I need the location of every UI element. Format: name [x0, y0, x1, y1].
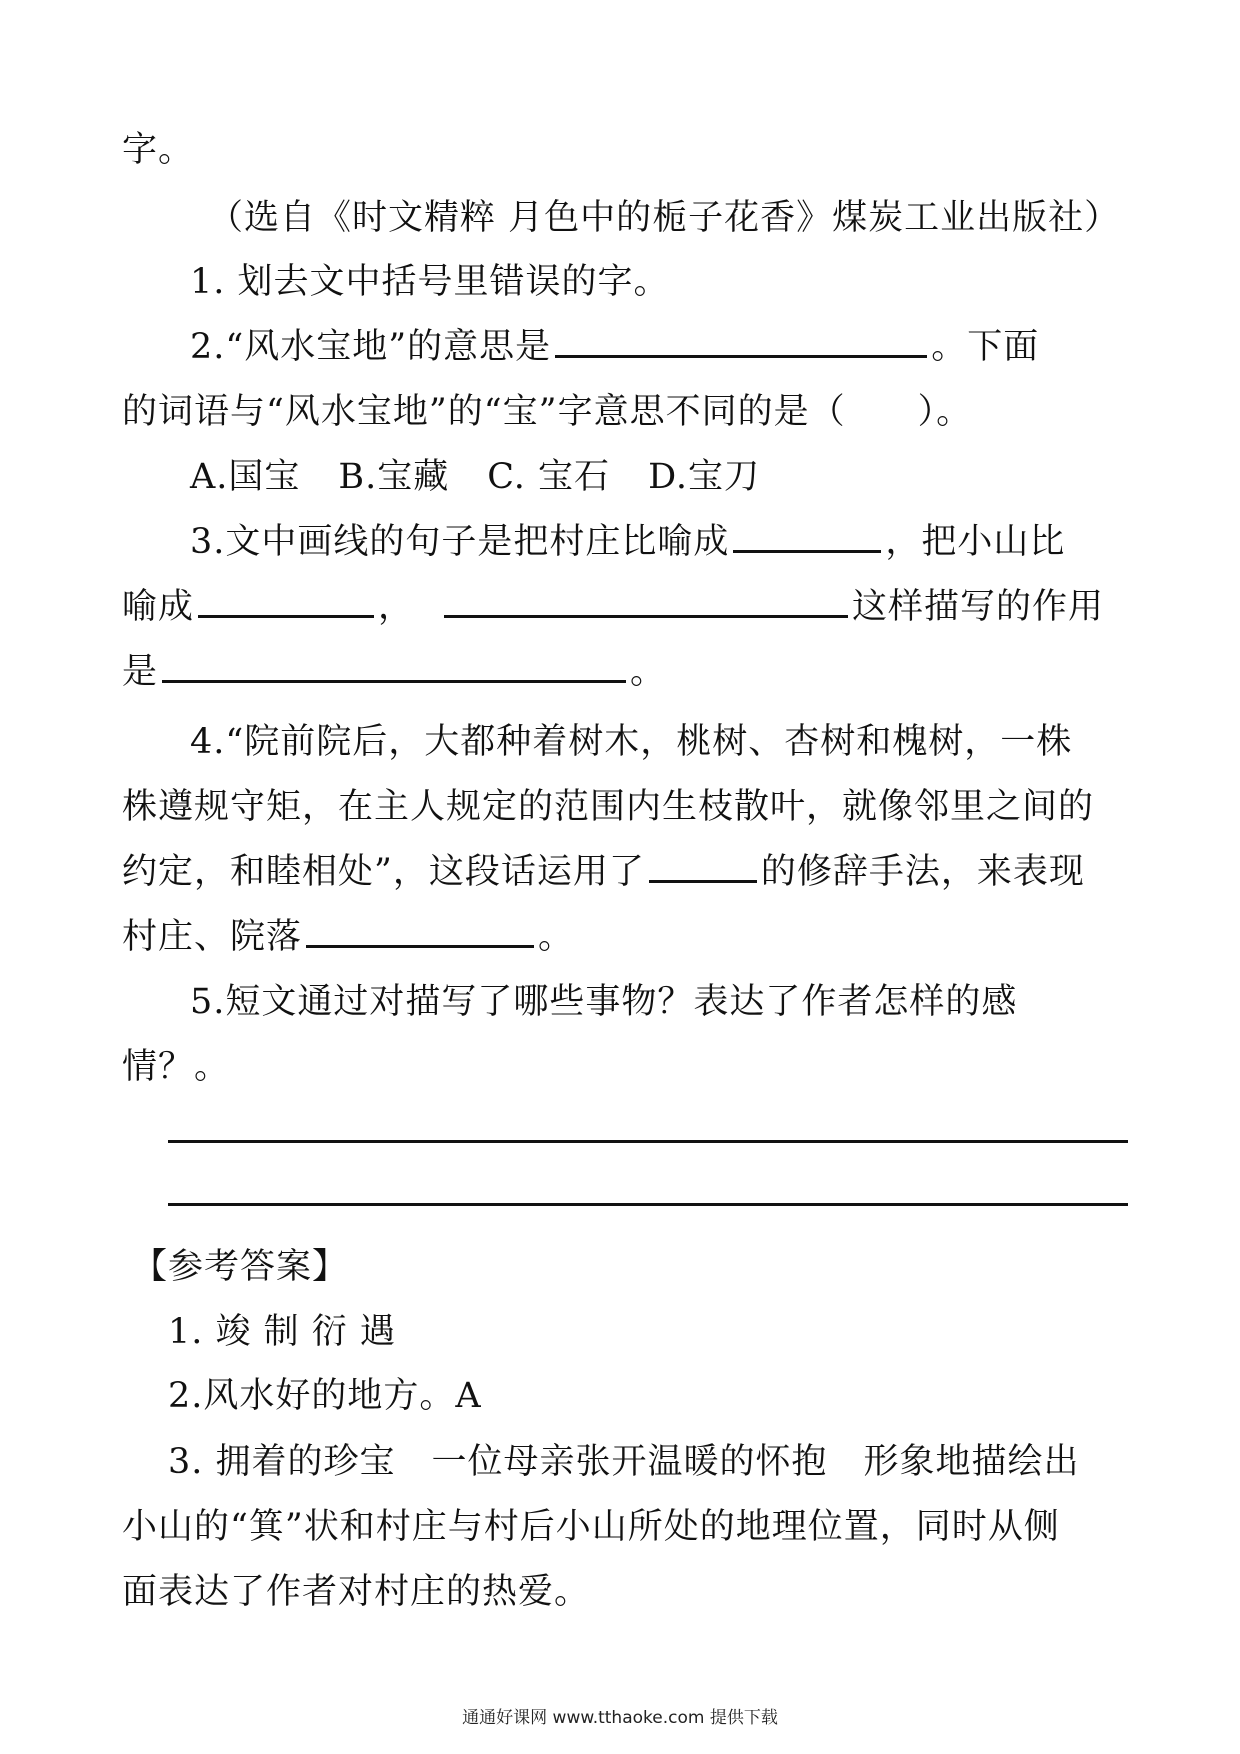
question-2-line-2: 的词语与“风水宝地”的“宝”字意思不同的是（ ）。	[122, 392, 973, 432]
answer-line[interactable]	[168, 1140, 1128, 1143]
text: 约定，和睦相处”，这段话运用了	[122, 852, 645, 892]
option-a: A.国宝	[190, 457, 301, 497]
answer-blank[interactable]	[649, 850, 757, 883]
question-4-line-4	[122, 915, 574, 959]
question-3-line-3	[122, 650, 666, 694]
question-4-line-2: 株遵规守矩，在主人规定的范围内生枝散叶，就像邻里之间的	[122, 787, 1095, 827]
question-2-line-1	[190, 325, 1039, 369]
option-b: B.宝藏	[338, 457, 450, 497]
text: 。	[630, 652, 667, 692]
text-line: 字。	[122, 130, 195, 170]
option-d: D.宝刀	[648, 457, 761, 497]
answer-line[interactable]	[168, 1203, 1128, 1206]
question-1: 1. 划去文中括号里错误的字。	[190, 262, 670, 302]
question-4-line-3	[122, 850, 1085, 894]
text: 村庄、院落	[122, 917, 303, 957]
source-citation: （选自《时文精粹 月色中的栀子花香》煤炭工业出版社）	[208, 198, 1121, 238]
text: ，把小山比	[885, 522, 1066, 562]
answer-blank[interactable]	[733, 520, 881, 553]
text: 是	[122, 652, 159, 692]
text: ，	[378, 587, 415, 627]
question-5-line-1: 5.短文通过对描写了哪些事物？表达了作者怎样的感	[190, 982, 1018, 1022]
answer-section-title: 【参考答案】	[132, 1247, 349, 1287]
answer-2: 2.风水好的地方。A	[168, 1376, 482, 1416]
answer-blank[interactable]	[198, 585, 374, 618]
question-4-line-1: 4.“院前院后，大都种着树木，桃树、杏树和槐树，一株	[190, 722, 1073, 762]
text: 。下面	[931, 327, 1040, 367]
page-footer: 通通好课网 www.tthaoke.com 提供下载	[462, 1708, 778, 1728]
text: 。	[538, 917, 575, 957]
answer-blank[interactable]	[444, 585, 848, 618]
option-c: C. 宝石	[487, 457, 611, 497]
answer-blank[interactable]	[162, 650, 626, 683]
text: 3.文中画线的句子是把村庄比喻成	[190, 522, 730, 562]
answer-blank[interactable]	[306, 915, 534, 948]
text: 2.“风水宝地”的意思是	[190, 327, 552, 367]
answer-1: 1. 竣 制 衍 遇	[168, 1312, 396, 1352]
answer-3-line-1: 3. 拥着的珍宝 一位母亲张开温暖的怀抱 形象地描绘出	[168, 1442, 1080, 1482]
text: 喻成	[122, 587, 195, 627]
question-2-options	[190, 455, 760, 499]
question-5-line-2: 情？。	[122, 1047, 231, 1087]
text: 的修辞手法，来表现	[760, 852, 1085, 892]
answer-blank[interactable]	[555, 325, 927, 358]
answer-3-line-2: 小山的“箕”状和村庄与村后小山所处的地理位置，同时从侧	[122, 1507, 1060, 1547]
answer-3-line-3: 面表达了作者对村庄的热爱。	[122, 1572, 591, 1612]
question-3-line-1	[190, 520, 1065, 564]
text: 这样描写的作用	[852, 587, 1105, 627]
question-3-line-2	[122, 585, 1104, 629]
